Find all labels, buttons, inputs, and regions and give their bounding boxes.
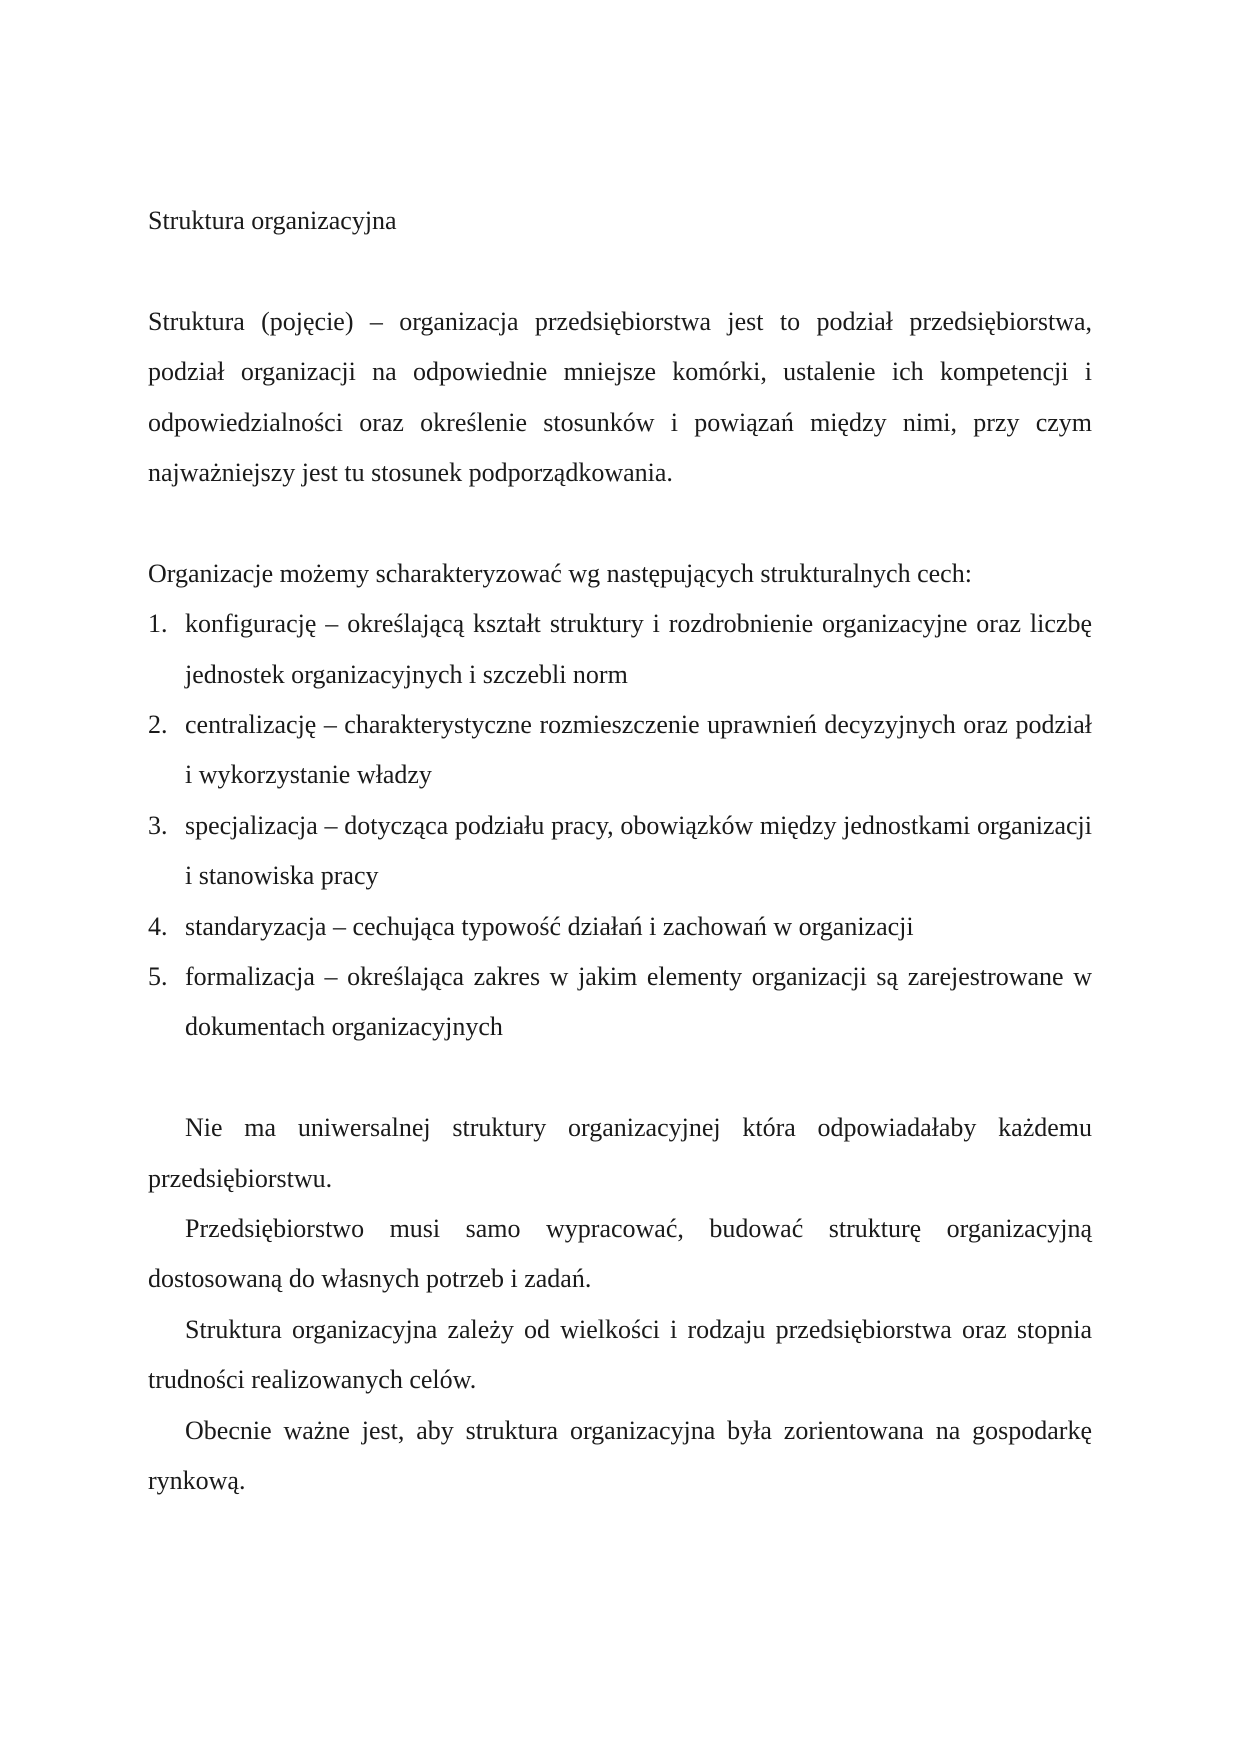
list-item (148, 902, 1092, 952)
list-intro: Organizacje możemy scharakteryzować wg następujących strukturalnych cech: (148, 558, 972, 588)
list-item-number: 2. (148, 710, 168, 740)
list-item-text: specjalizacja – dotycząca podziału pracy, obowiązków między jednostkami organizacji i stanowiska pracy (185, 810, 1092, 891)
list-item (148, 700, 1092, 801)
blank-line (148, 246, 1092, 296)
list-item-text: standaryzacja – cechująca typowość działań i zachowań w organizacji (185, 911, 914, 941)
list-item (148, 801, 1092, 902)
list-item (148, 952, 1092, 1053)
list-item-text: formalizacja – określająca zakres w jakim elementy organizacji są zarejestrowane w dokumentach organizacyjnych (185, 962, 1092, 1042)
list-item-number: 5. (148, 962, 168, 992)
features-list (148, 599, 1092, 1053)
definition-paragraph: Struktura (pojęcie) – organizacja przedsiębiorstwa jest to podział przedsiębiorstwa, podział organizacji na odpowiednie mniejsze komórki, ustalenie ich kompetencji i odpowiedzialności oraz określenie stosunków i powiązań między nimi, przy czym najważniejszy jest tu stosunek podporządkowania. (148, 306, 1092, 487)
body-paragraph: Nie ma uniwersalnej struktury organizacyjnej która odpowiadałaby każdemu przedsiębiorstwu. (148, 1113, 1092, 1193)
list-item-text: konfigurację – określającą kształt struktury i rozdrobnienie organizacyjne oraz liczbę jednostek organizacyjnych i szczebli norm (185, 609, 1092, 689)
document-title: Struktura organizacyjna (148, 206, 397, 235)
document-page (148, 196, 1092, 1507)
body-paragraph: Przedsiębiorstwo musi samo wypracować, budować strukturę organizacyjną dostosowaną do własnych potrzeb i zadań. (148, 1214, 1092, 1294)
list-item-text: centralizację – charakterystyczne rozmieszczenie uprawnień decyzyjnych oraz podział i wykorzystanie władzy (185, 710, 1092, 790)
list-item-number: 3. (148, 810, 168, 840)
body-paragraph: Struktura organizacyjna zależy od wielkości i rodzaju przedsiębiorstwa oraz stopnia trudności realizowanych celów. (148, 1314, 1092, 1395)
list-item-number: 1. (148, 609, 168, 639)
list-item-number: 4. (148, 911, 168, 941)
list-item (148, 599, 1092, 700)
blank-line (148, 498, 1092, 548)
body-paragraph: Obecnie ważne jest, aby struktura organizacyjna była zorientowana na gospodarkę rynkową. (148, 1415, 1092, 1496)
blank-line (148, 1053, 1092, 1103)
